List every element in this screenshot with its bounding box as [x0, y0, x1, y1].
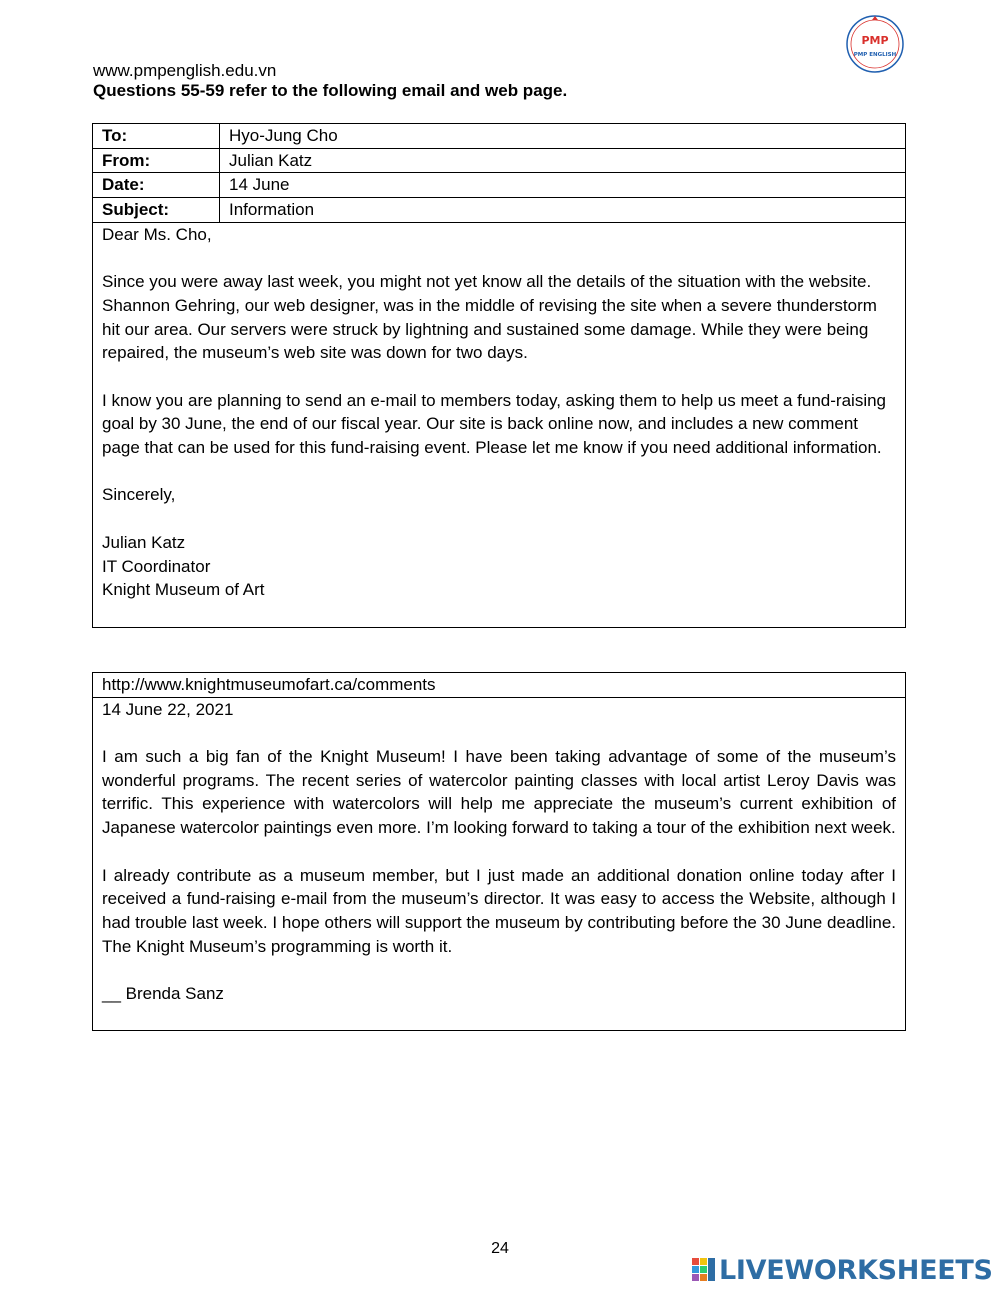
email-from-value: Julian Katz — [229, 150, 313, 170]
email-closing: Sincerely, — [102, 485, 176, 505]
email-date-value: 14 June — [229, 175, 290, 195]
email-from-label: From: — [93, 149, 220, 173]
email-signature-org: Knight Museum of Art — [102, 580, 265, 600]
email-box — [92, 123, 906, 628]
email-to-label: To: — [93, 124, 220, 148]
liveworksheets-logo-icon — [692, 1257, 716, 1283]
pmp-english-logo — [845, 14, 905, 74]
email-signature-name: Julian Katz — [102, 532, 186, 552]
email-to-value: Hyo-Jung Cho — [229, 126, 338, 145]
email-subject-value: Information — [229, 200, 315, 220]
webpage-date: 14 June 22, 2021 — [102, 699, 234, 719]
liveworksheets-brand — [692, 1255, 993, 1285]
svg-text:PMP ENGLISH: PMP ENGLISH — [853, 52, 897, 58]
webpage-paragraph-1: I am such a big fan of the Knight Museum! I have been taking advantage of some of the museum’s wonderful programs. The recent series of watercolor painting classes with local artist Leroy Davis was terrific. This experience with watercolors will help me appreciate the museum’s current exhibition of Japanese watercolor paintings even more. I’m looking forward to taking a tour of the exhibition next week. — [102, 747, 896, 838]
svg-text:PMP: PMP — [861, 34, 889, 47]
webpage-paragraph-2: I already contribute as a museum member, but I just made an additional donation online today after I received a fund-raising e-mail from the museum’s director. It was easy to access the Website, although I had trouble last week. I hope others will support the museum by contributing before the 30 June deadline. The Knight Museum’s programming is worth it. — [102, 865, 896, 956]
email-greeting: Dear Ms. Cho, — [102, 224, 212, 244]
email-date-row — [93, 173, 905, 198]
email-body — [93, 223, 905, 602]
site-url: www.pmpenglish.edu.vn — [93, 61, 277, 80]
liveworksheets-wordmark: LIVEWORKSHEETS — [719, 1254, 993, 1286]
questions-title: Questions 55-59 refer to the following email and web page. — [93, 81, 568, 100]
webpage-url: http://www.knightmuseumofart.ca/comments — [93, 673, 905, 698]
webpage-body — [93, 698, 905, 1006]
webpage-signature: __ Brenda Sanz — [102, 984, 224, 1004]
email-to-row — [93, 124, 905, 149]
email-from-row — [93, 149, 905, 174]
page-number: 24 — [491, 1240, 509, 1257]
email-subject-row — [93, 198, 905, 223]
webpage-box — [92, 672, 906, 1031]
email-signature-title: IT Coordinator — [102, 556, 211, 576]
email-subject-label: Subject: — [93, 198, 220, 222]
email-paragraph-2: I know you are planning to send an e-mail to members today, asking them to help us meet a fund-raising goal by 30 June, the end of our fiscal year. Our site is back online now, and includes a new comment page that can be used for this fund-raising event. Please let me know if you need additional information. — [102, 390, 887, 458]
email-date-label: Date: — [93, 173, 220, 197]
email-paragraph-1: Since you were away last week, you might not yet know all the details of the situation with the website. Shannon Gehring, our web designer, was in the middle of revising the site when a severe thunderstorm hit our area. Our servers were struck by lightning and sustained some damage. While they were being repaired, the museum’s web site was down for two days. — [102, 272, 877, 363]
